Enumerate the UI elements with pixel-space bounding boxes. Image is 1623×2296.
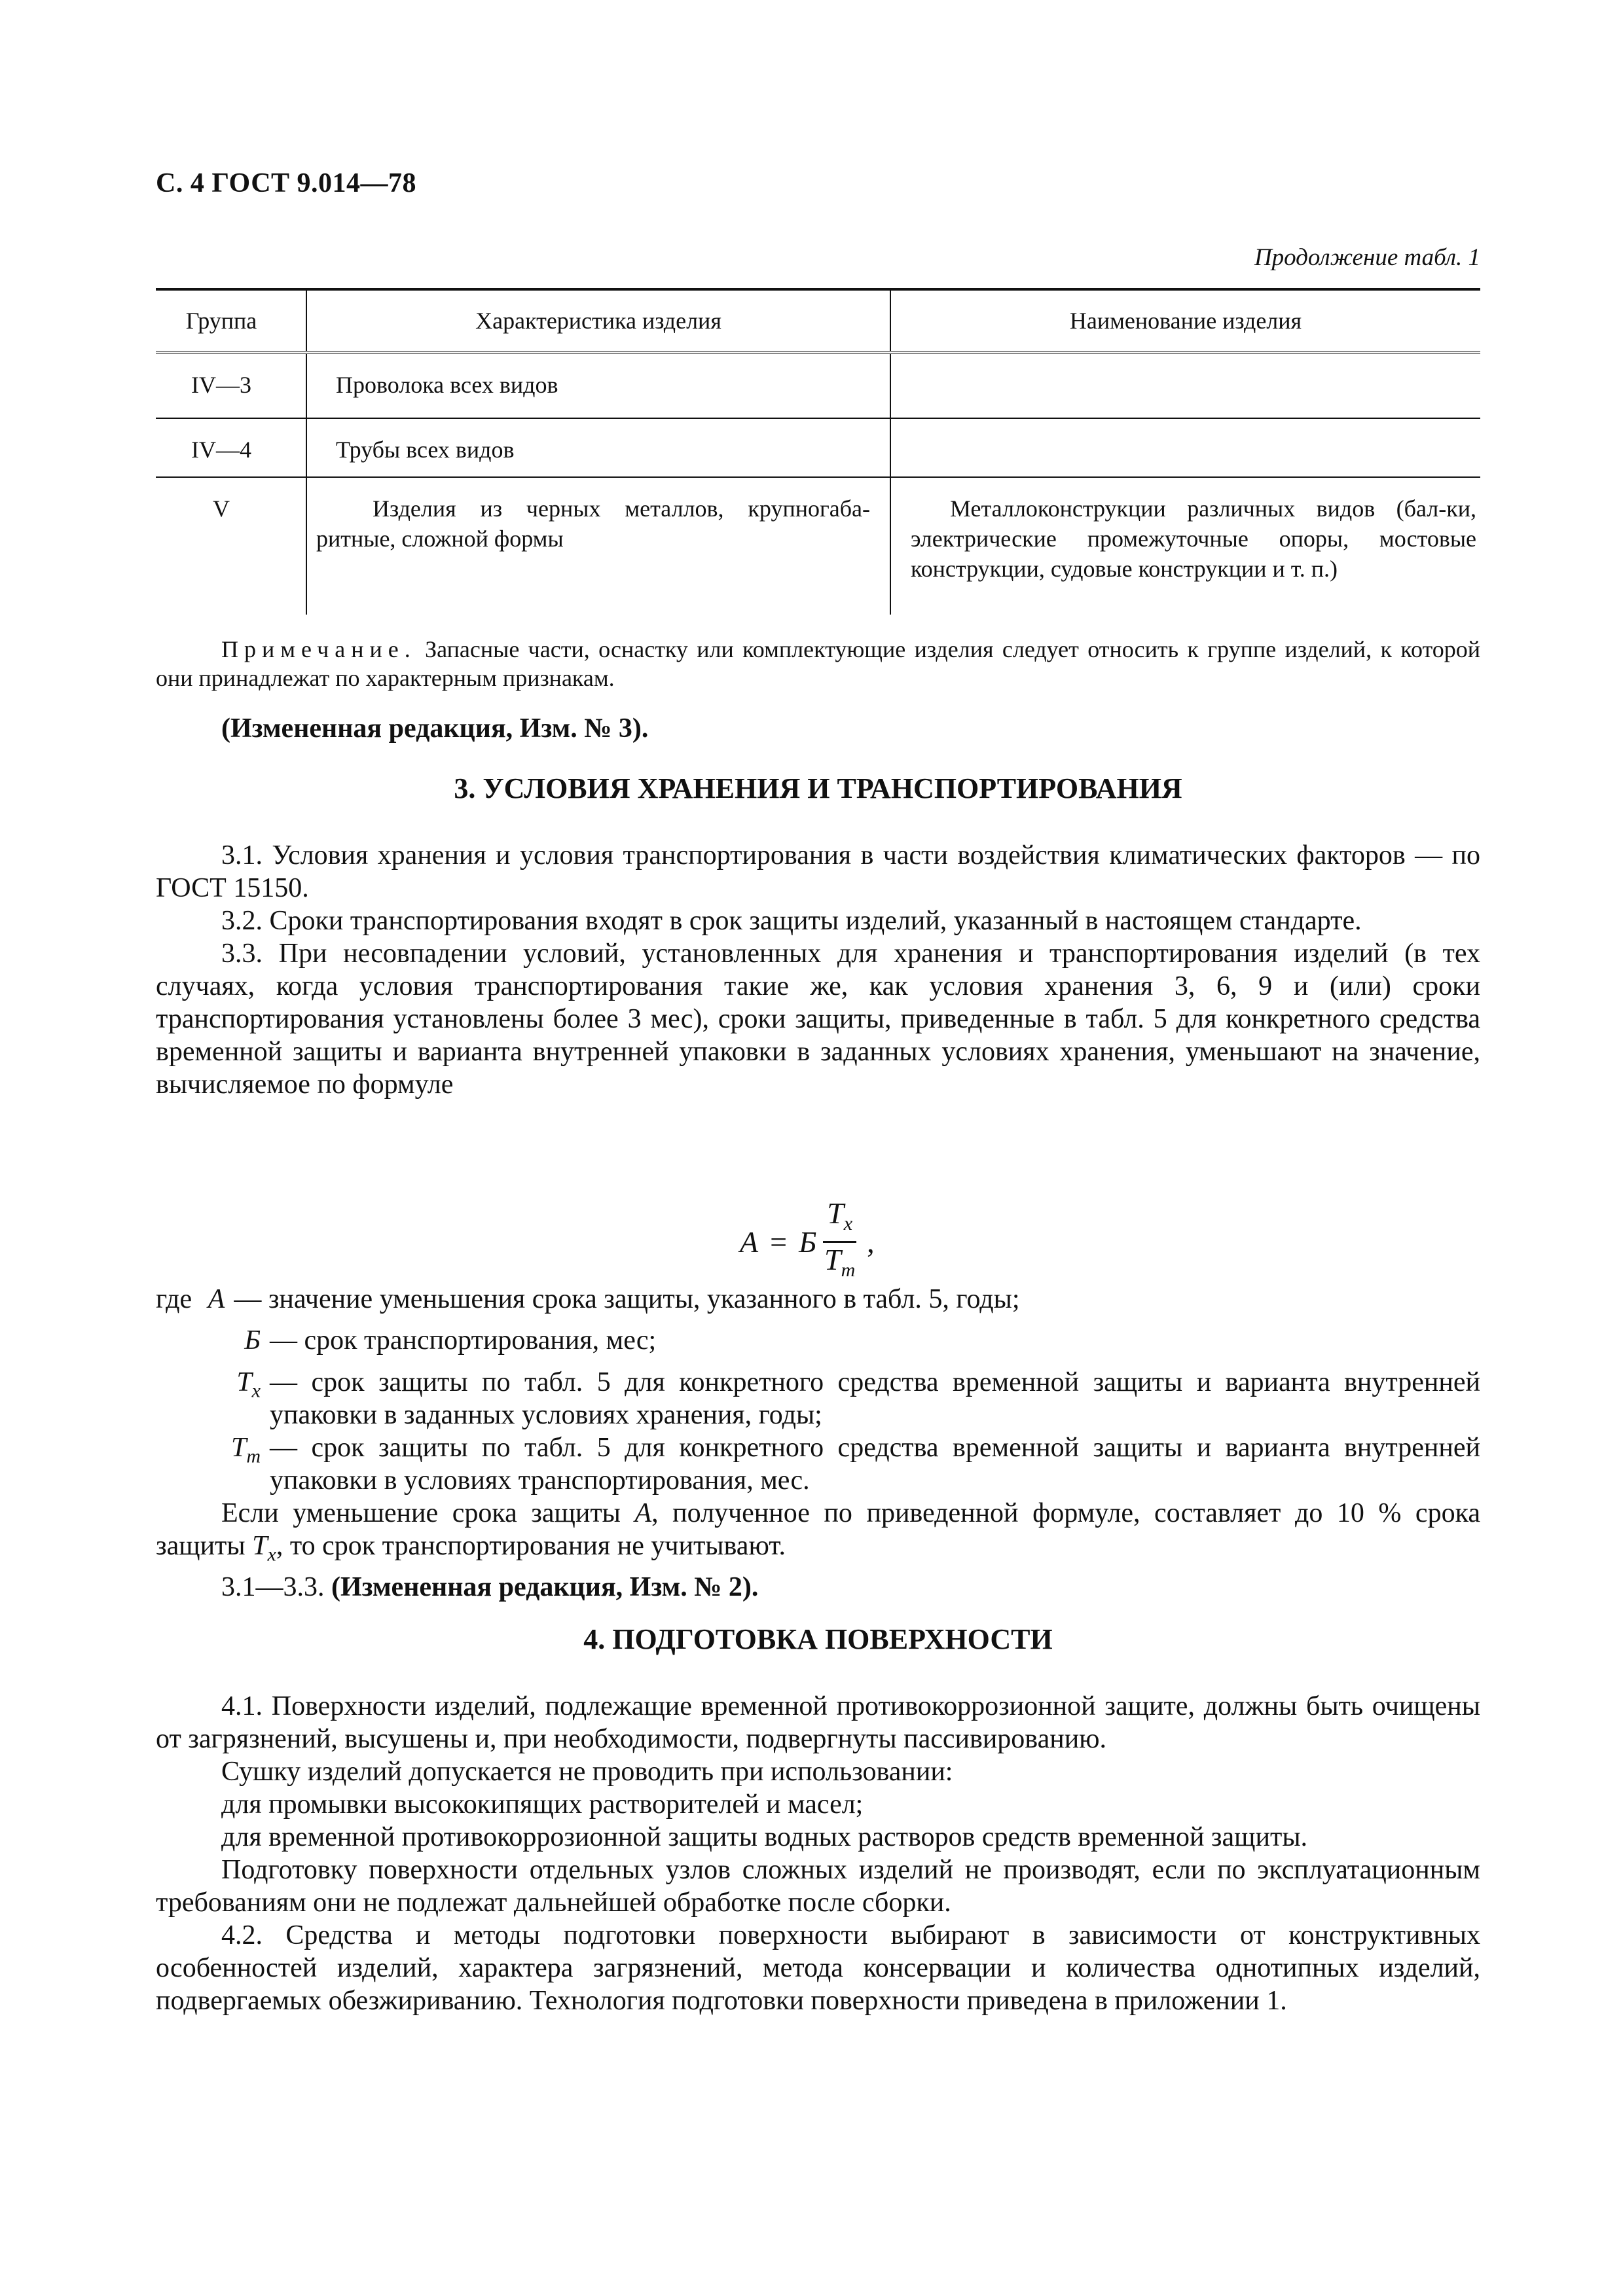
formula-equals: = bbox=[770, 1225, 788, 1259]
table-note bbox=[156, 635, 1480, 692]
cell-characteristic: Трубы всех видов bbox=[306, 418, 890, 477]
column-header-group: Группа bbox=[156, 289, 306, 353]
cell-group: IV—3 bbox=[156, 353, 306, 418]
definition-symbol-wrap bbox=[156, 1324, 270, 1365]
table-row bbox=[156, 477, 1480, 615]
paragraph: для временной противокоррозионной защиты водных растворов средств временной защиты. bbox=[221, 1822, 1308, 1852]
cell-characteristic: Изделия из черных металлов, крупногаба-ритные, сложной формы bbox=[306, 477, 890, 615]
note-text: Запасные части, оснастку или комплектующие изделия следует относить к группе изделий, к которой они принадлежат по характерным признакам. bbox=[156, 636, 1481, 691]
definition-text: — значение уменьшения срока защиты, указанного в табл. 5, годы; bbox=[234, 1284, 1020, 1314]
note-label: Примечание. bbox=[221, 636, 416, 662]
reduction-text-b: , полученное по приведенной формуле, составляет до 10 % срока защиты bbox=[156, 1498, 1480, 1561]
definition-symbol-wrap bbox=[156, 1431, 270, 1497]
definition-item bbox=[156, 1324, 1480, 1365]
reduction-symbol: А bbox=[634, 1498, 652, 1528]
page-header: С. 4 ГОСТ 9.014—78 bbox=[156, 168, 417, 198]
denominator-symbol: T bbox=[824, 1243, 841, 1277]
section-4 bbox=[156, 1623, 1480, 2017]
definition-subscript: x bbox=[251, 1380, 261, 1402]
definition-symbol-wrap bbox=[156, 1366, 270, 1431]
reduction-symbol-2-subscript: x bbox=[267, 1543, 276, 1566]
definition-item bbox=[156, 1431, 1480, 1497]
section-3 bbox=[156, 772, 1480, 1101]
formula-lhs: А bbox=[740, 1225, 759, 1259]
definition-where-wrap bbox=[156, 1283, 225, 1324]
definition-text: — срок защиты по табл. 5 для конкретного средства временной защиты и варианта внутренней упаковки в заданных условиях хранения, годы; bbox=[270, 1367, 1480, 1430]
cell-name bbox=[890, 353, 1480, 418]
cell-name bbox=[890, 418, 1480, 477]
amendment-text: (Измененная редакция, Изм. № 2). bbox=[331, 1572, 759, 1603]
paragraph: Подготовку поверхности отдельных узлов сложных изделий не производят, если по эксплуатационным требованиям они не подлежат дальнейшей обработке после сборки. bbox=[156, 1855, 1480, 1918]
definition-item bbox=[156, 1366, 1480, 1431]
cell-group: IV—4 bbox=[156, 418, 306, 477]
clause-3-1: 3.1. Условия хранения и условия транспортирования в части воздействия климатических факторов — по ГОСТ 15150. bbox=[156, 840, 1480, 903]
definition-symbol: А bbox=[208, 1284, 225, 1314]
cell-group: V bbox=[213, 495, 230, 522]
section-4-title: 4. ПОДГОТОВКА ПОВЕРХНОСТИ bbox=[583, 1623, 1053, 1655]
formula-tail: , bbox=[867, 1225, 875, 1259]
definition-text: — срок транспортирования, мес; bbox=[270, 1325, 657, 1356]
table-header-row bbox=[156, 289, 1480, 353]
reduction-text-c: , то срок транспортирования не учитывают. bbox=[276, 1530, 786, 1561]
table-row bbox=[156, 353, 1480, 418]
column-header-name: Наименование изделия bbox=[890, 289, 1480, 353]
cell-characteristic: Проволока всех видов bbox=[306, 353, 890, 418]
formula-coefficient: Б bbox=[799, 1225, 817, 1259]
denominator-subscript: т bbox=[841, 1259, 856, 1282]
section-3-title: 3. УСЛОВИЯ ХРАНЕНИЯ И ТРАНСПОРТИРОВАНИЯ bbox=[454, 772, 1182, 804]
clause-3-3: 3.3. При несовпадении условий, установленных для хранения и транспортирования изделий (в тех случаях, когда условия транспортирования такие же, как условия хранения 3, 6, 9 и (или) сроки транспортирования установлены более 3 мес), сроки защиты, приведенные в табл. 5 для конкретного средства временной защиты и варианта внутренней упаковки в заданных условиях хранения, уменьшают на значение, вычисляемое по формуле bbox=[156, 939, 1480, 1100]
formula-numerator bbox=[823, 1198, 856, 1243]
column-header-characteristic: Характеристика изделия bbox=[306, 289, 890, 353]
definitions bbox=[156, 1283, 1480, 1604]
amendment-ref: 3.1—3.3. bbox=[221, 1572, 325, 1603]
definition-where: где bbox=[156, 1284, 192, 1314]
definition-text: — срок защиты по табл. 5 для конкретного средства временной защиты и варианта внутренней упаковки в условиях транспортирования, мес. bbox=[270, 1432, 1480, 1496]
paragraph: Сушку изделий допускается не проводить при использовании: bbox=[221, 1757, 953, 1787]
table-caption: Продолжение табл. 1 bbox=[1254, 244, 1480, 271]
cell-name: Металлоконструкции различных видов (бал-ки, электрические промежуточные опоры, мостовые конструкции, судовые конструкции и т. п.) bbox=[890, 477, 1480, 615]
numerator-subscript: x bbox=[843, 1213, 853, 1235]
definition-subscript: т bbox=[246, 1445, 261, 1467]
clause-3-2: 3.2. Сроки транспортирования входят в срок защиты изделий, указанный в настоящем стандарте. bbox=[221, 906, 1362, 936]
definition-symbol: T bbox=[230, 1432, 247, 1463]
definition-symbol: T bbox=[236, 1367, 252, 1397]
clause-4-1: 4.1. Поверхности изделий, подлежащие временной противокоррозионной защите, должны быть очищены от загрязнений, высушены и, при необходимости, подвергнуты пассивированию. bbox=[156, 1691, 1480, 1754]
definition-item bbox=[156, 1283, 1480, 1324]
reduction-symbol-2: T bbox=[252, 1530, 268, 1561]
reduction-text-a: Если уменьшение срока защиты bbox=[221, 1498, 621, 1528]
amendment-note-2 bbox=[156, 1571, 1480, 1604]
note-block bbox=[156, 635, 1480, 745]
paragraph: для промывки высококипящих растворителей и масел; bbox=[221, 1789, 864, 1820]
numerator-symbol: T bbox=[827, 1196, 844, 1230]
table-row bbox=[156, 418, 1480, 477]
reduction-paragraph bbox=[156, 1497, 1480, 1571]
amendment-note: (Измененная редакция, Изм. № 3). bbox=[221, 713, 649, 744]
clause-4-2: 4.2. Средства и методы подготовки поверхности выбирают в зависимости от конструктивных особенностей изделий, характера загрязнений, метода консервации и количества однотипных изделий, подвергаемых обезжириванию. Технология подготовки поверхности приведена в приложении 1. bbox=[156, 1920, 1480, 2016]
formula bbox=[740, 1198, 875, 1286]
classification-table bbox=[156, 288, 1480, 615]
formula-fraction bbox=[823, 1198, 856, 1286]
formula-denominator bbox=[824, 1243, 855, 1286]
definition-symbol: Б bbox=[244, 1325, 261, 1356]
